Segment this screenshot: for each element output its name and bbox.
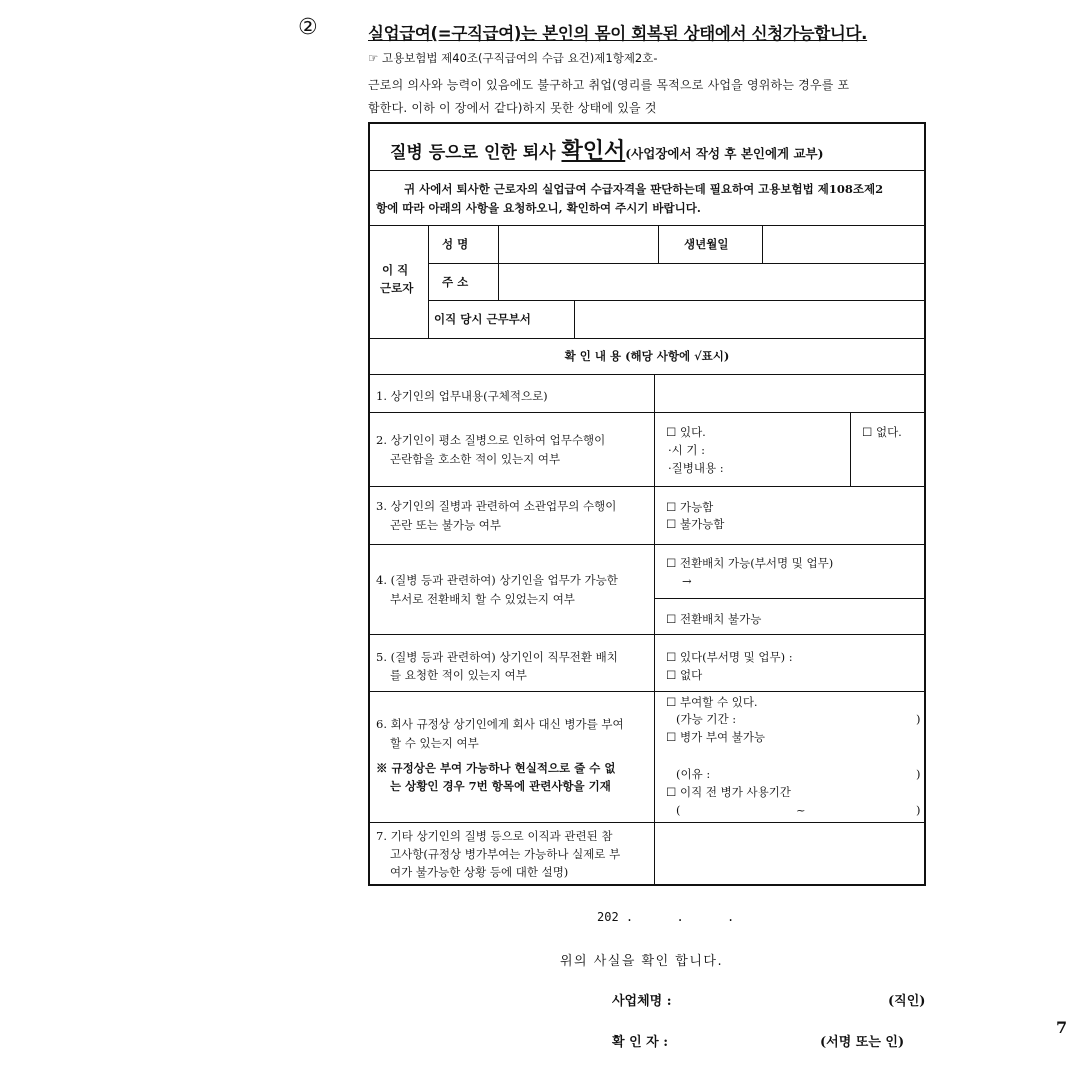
divider xyxy=(370,412,924,413)
question-7-line: 여가 불가능한 상황 등에 대한 설명) xyxy=(390,865,569,879)
answer-no-checkbox[interactable]: ☐ 없다. xyxy=(862,425,902,439)
question-6-note: 는 상황인 경우 7번 항목에 관련사항을 기재 xyxy=(390,779,611,793)
divider xyxy=(574,300,575,338)
form-title xyxy=(390,134,824,165)
bracket: ( xyxy=(676,803,681,817)
question-4-line: 4. (질병 등과 관련하여) 상기인을 업무가 가능한 xyxy=(376,573,618,587)
divider xyxy=(654,374,655,886)
divider xyxy=(762,225,763,263)
question-7-line: 고사항(규정상 병가부여는 가능하나 실제로 부 xyxy=(390,847,621,861)
confirmation-form xyxy=(368,122,926,886)
bracket: ) xyxy=(916,803,921,817)
answer-impossible-checkbox[interactable]: ☐ 불가능함 xyxy=(666,517,725,531)
answer-cannot-grant-checkbox[interactable]: ☐ 병가 부여 불가능 xyxy=(666,730,766,744)
page-number: 7 xyxy=(1056,1018,1068,1037)
divider xyxy=(428,225,429,338)
question-4-line: 부서로 전환배치 할 수 있었는지 여부 xyxy=(390,592,575,606)
answer-transfer-possible-checkbox[interactable]: ☐ 전환배치 가능(부서명 및 업무) xyxy=(666,556,834,570)
bracket: ) xyxy=(916,767,921,781)
seal-label: (직인) xyxy=(888,994,926,1009)
divider xyxy=(370,486,924,487)
divider xyxy=(370,691,924,692)
divider xyxy=(658,225,659,263)
department-label: 이직 당시 근무부서 xyxy=(434,312,531,326)
answer-period-label: ·시 기 : xyxy=(668,443,706,457)
worker-label: 근로자 xyxy=(380,281,414,295)
divider xyxy=(370,374,924,375)
answer-yes-checkbox[interactable]: ☐ 있다. xyxy=(666,425,706,439)
worker-label: 이 직 xyxy=(382,263,409,277)
question-3-line: 3. 상기인의 질병과 관련하여 소관업무의 수행이 xyxy=(376,499,617,513)
intro-line: 항에 따라 아래의 사항을 요청하오니, 확인하여 주시기 바랍니다. xyxy=(376,201,701,215)
law-text xyxy=(368,74,938,120)
section-title: 실업급여(=구직급여)는 본인의 몸이 회복된 상태에서 신청가능합니다. xyxy=(368,24,868,43)
answer-reason-field: (이유 : xyxy=(676,767,711,781)
divider xyxy=(654,598,924,599)
question-6-note: ※ 규정상은 부여 가능하나 현실적으로 줄 수 없 xyxy=(376,761,616,775)
divider xyxy=(370,170,924,171)
answer-transfer-impossible-checkbox[interactable]: ☐ 전환배치 불가능 xyxy=(666,612,762,626)
answer-possible-checkbox[interactable]: ☐ 가능함 xyxy=(666,500,714,514)
question-1: 1. 상기인의 업무내용(구체적으로) xyxy=(376,389,548,403)
date-line: 202 . . . xyxy=(597,910,735,924)
address-label: 주 소 xyxy=(442,275,469,289)
answer-not-requested-checkbox[interactable]: ☐ 없다 xyxy=(666,668,703,682)
question-5-line: 를 요청한 적이 있는지 여부 xyxy=(390,668,527,682)
form-title-note: (사업장에서 작성 후 본인에게 교부) xyxy=(625,146,824,161)
confirm-header: 확 인 내 용 (해당 사항에 √표시) xyxy=(564,349,730,363)
divider xyxy=(428,263,924,264)
answer-illness-label: ·질병내용 : xyxy=(668,461,724,475)
question-6-line: 할 수 있는지 여부 xyxy=(390,736,479,750)
form-title-emphasis: 확인서 xyxy=(561,138,626,164)
divider xyxy=(370,822,924,823)
name-label: 성 명 xyxy=(442,237,469,251)
section-number: ② xyxy=(298,15,318,40)
answer-requested-checkbox[interactable]: ☐ 있다(부서명 및 업무) : xyxy=(666,650,793,664)
question-3-line: 곤란 또는 불가능 여부 xyxy=(390,518,501,532)
confirm-statement: 위의 사실을 확인 합니다. xyxy=(560,954,724,969)
divider xyxy=(428,300,924,301)
answer-can-grant-checkbox[interactable]: ☐ 부여할 수 있다. xyxy=(666,695,758,709)
form-title-main: 질병 등으로 인한 퇴사 xyxy=(390,143,562,163)
question-6-line: 6. 회사 규정상 상기인에게 회사 대신 병가를 부여 xyxy=(376,717,624,731)
law-text-line: 함한다. 이하 이 장에서 같다)하지 못한 상태에 있을 것 xyxy=(368,101,657,115)
question-7-line: 7. 기타 상기인의 질병 등으로 이직과 관련된 참 xyxy=(376,829,613,843)
law-text-line: 근로의 의사와 능력이 있음에도 불구하고 취업(영리를 목적으로 사업을 영위하는 경우를 포 xyxy=(368,78,850,92)
answer-period-field: (가능 기간 : xyxy=(676,712,737,726)
divider xyxy=(370,544,924,545)
question-5-line: 5. (질병 등과 관련하여) 상기인이 직무전환 배치 xyxy=(376,650,618,664)
signature-label: (서명 또는 인) xyxy=(820,1035,905,1050)
birth-label: 생년월일 xyxy=(684,237,729,251)
divider xyxy=(370,634,924,635)
divider xyxy=(850,412,851,486)
question-2-line: 2. 상기인이 평소 질병으로 인하여 업무수행이 xyxy=(376,433,606,447)
confirmer-label: 확 인 자 : xyxy=(612,1035,669,1050)
law-reference: ☞ 고용보험법 제40조(구직급여의 수급 요건)제1항제2호- xyxy=(368,51,658,65)
intro-line: 귀 사에서 퇴사한 근로자의 실업급여 수급자격을 판단하는데 필요하여 고용보험법 제108조제2 xyxy=(404,182,884,196)
arrow-icon: → xyxy=(682,574,692,588)
divider xyxy=(370,338,924,339)
bracket: ) xyxy=(916,712,921,726)
answer-leave-used-checkbox[interactable]: ☐ 이직 전 병가 사용기간 xyxy=(666,785,791,799)
question-2-line: 곤란함을 호소한 적이 있는지 여부 xyxy=(390,452,561,466)
tilde: ~ xyxy=(796,803,806,817)
company-label: 사업체명 : xyxy=(612,994,672,1009)
form-intro xyxy=(376,180,922,218)
divider xyxy=(370,225,924,226)
